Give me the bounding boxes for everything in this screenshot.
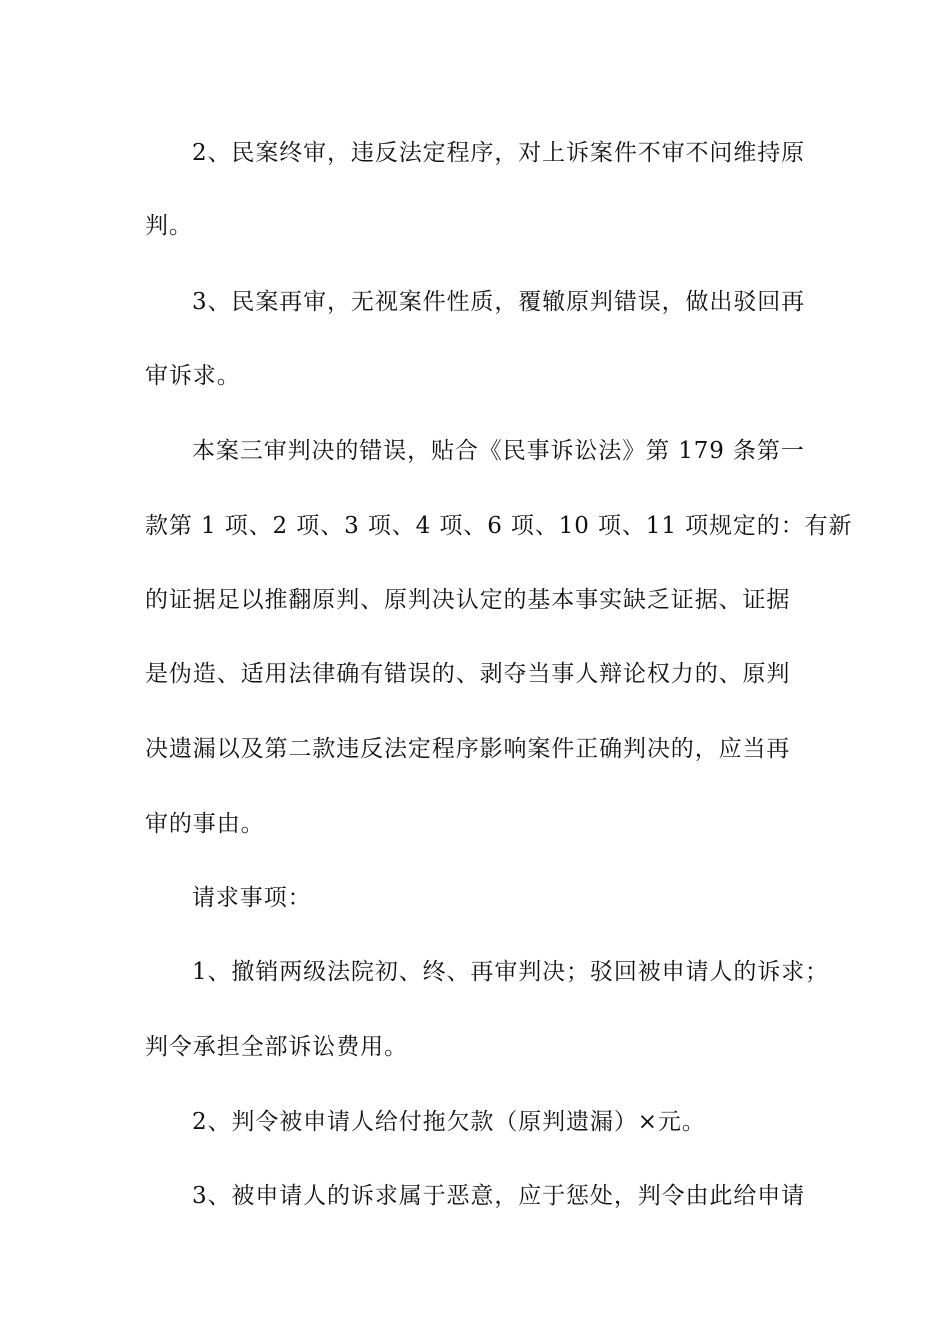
paragraph-errors-line-1: 本案三审判决的错误，贴合《民事诉讼法》第 179 条第一 bbox=[192, 438, 805, 464]
paragraph-errors-line-3: 的证据足以推翻原判、原判决认定的基本事实缺乏证据、证据 bbox=[145, 587, 791, 613]
request-item-3-line-1: 3、被申请人的诉求属于恶意，应于惩处，判令由此给申请 bbox=[192, 1183, 806, 1209]
paragraph-item-2-line-2: 判。 bbox=[145, 213, 193, 239]
paragraph-errors-line-4: 是伪造、适用法律确有错误的、剥夺当事人辩论权力的、原判 bbox=[145, 661, 791, 687]
paragraph-errors-line-5: 决遗漏以及第二款违反法定程序影响案件正确判决的，应当再 bbox=[145, 736, 791, 762]
request-item-1-line-1: 1、撤销两级法院初、终、再审判决；驳回被申请人的诉求； bbox=[192, 959, 829, 985]
paragraph-item-3-line-2: 审诉求。 bbox=[145, 363, 241, 389]
paragraph-errors-line-6: 审的事由。 bbox=[145, 811, 265, 837]
paragraph-item-3-line-1: 3、民案再审，无视案件性质，覆辙原判错误，做出驳回再 bbox=[192, 289, 806, 315]
paragraph-errors-line-2: 款第 1 项、2 项、3 项、4 项、6 项、10 项、11 项规定的：有新 bbox=[145, 513, 853, 539]
request-item-2-line-1: 2、判令被申请人给付拖欠款（原判遗漏）×元。 bbox=[192, 1109, 706, 1135]
paragraph-item-2-line-1: 2、民案终审，违反法定程序，对上诉案件不审不问维持原 bbox=[192, 140, 806, 166]
request-item-1-line-2: 判令承担全部诉讼费用。 bbox=[145, 1034, 408, 1060]
section-heading-requests: 请求事项： bbox=[192, 885, 312, 911]
